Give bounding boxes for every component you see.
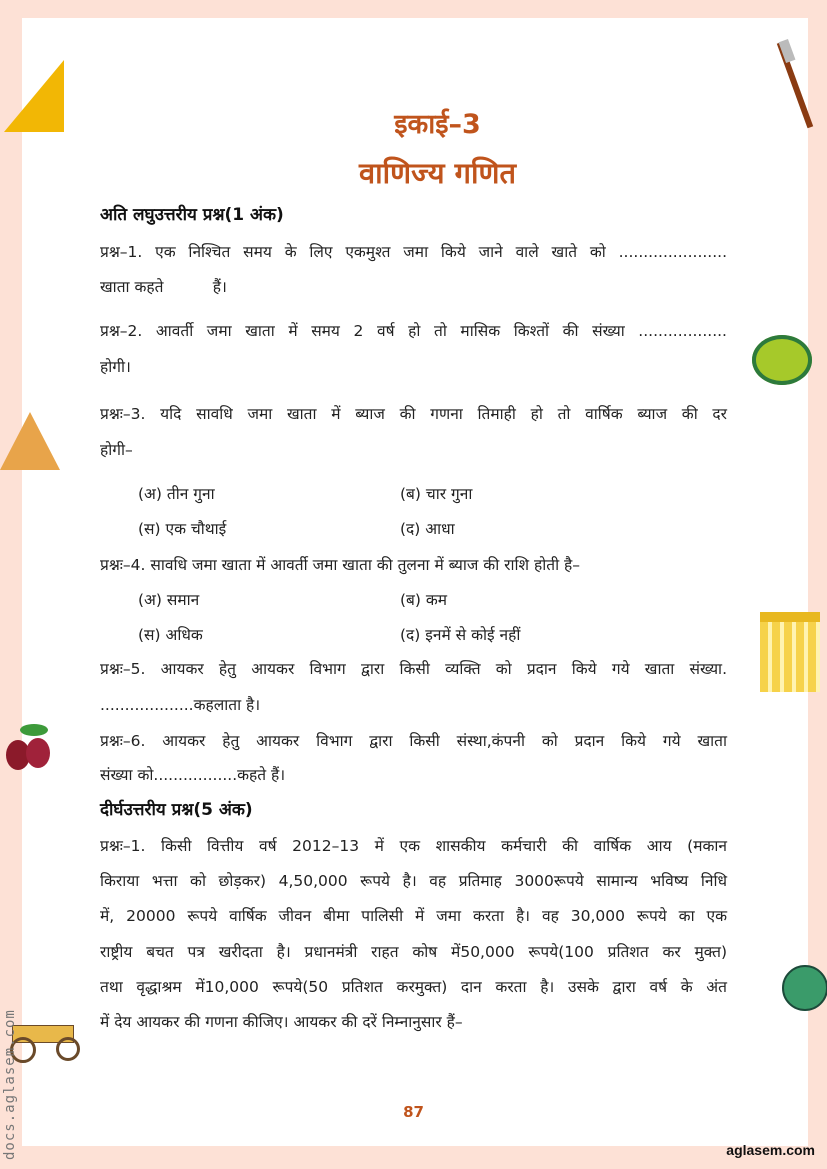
question-1-cont: खाता कहते हैं। xyxy=(100,278,227,296)
long-question-line-1: प्रश्नः–1. किसी वित्तीय वर्ष 2012–13 में एक शासकीय कर्मचारी की वार्षिक आय (मकान xyxy=(100,837,727,855)
section-heading-short: अति लघुउत्तरीय प्रश्न(1 अंक) xyxy=(100,205,284,225)
q4-option-b: (ब) कम xyxy=(400,591,448,609)
long-question-line-5: तथा वृद्धाश्रम में10,000 रूपये(50 प्रतिशत करमुक्त) दान करता है। उसके द्वारा वर्ष के अंत xyxy=(100,978,727,996)
question-2-cont: होगी। xyxy=(100,358,131,376)
q3-option-a: (अ) तीन गुना xyxy=(138,485,215,503)
q4-option-d: (द) इनमें से कोई नहीं xyxy=(400,626,521,644)
section-heading-long: दीर्घउत्तरीय प्रश्न(5 अंक) xyxy=(100,800,253,820)
long-question-line-3: में, 20000 रूपये वार्षिक जीवन बीमा पालिसी में जमा करता है। वह 30,000 रूपये का एक xyxy=(100,907,727,925)
question-1: प्रश्न–1. एक निश्चित समय के लिए एकमुश्त जमा किये जाने वाले खाते को ...................... xyxy=(100,243,727,261)
page-number: 87 xyxy=(403,1103,424,1121)
q3-option-b: (ब) चार गुना xyxy=(400,485,473,503)
question-3: प्रश्नः–3. यदि सावधि जमा खाता में ब्याज की गणना तिमाही हो तो वार्षिक ब्याज की दर xyxy=(100,405,727,423)
unit-title: इकाई–3 xyxy=(394,109,481,140)
site-name: aglasem.com xyxy=(726,1142,815,1158)
question-4: प्रश्नः–4. सावधि जमा खाता में आवर्ती जमा खाता की तुलना में ब्याज की राशि होती है– xyxy=(100,556,580,574)
question-6-cont: संख्या को.................कहते हैं। xyxy=(100,766,286,784)
long-question-line-4: राष्ट्रीय बचत पत्र खरीदता है। प्रधानमंत्री राहत कोष में50,000 रूपये(100 प्रतिशत कर मुक्त) xyxy=(100,943,727,961)
q4-option-a: (अ) समान xyxy=(138,591,200,609)
globe-icon xyxy=(782,965,827,1011)
q3-option-d: (द) आधा xyxy=(400,520,455,538)
question-3-cont: होगी– xyxy=(100,441,133,459)
long-question-line-6: में देय आयकर की गणना कीजिए। आयकर की दरें निम्नानुसार हैं– xyxy=(100,1013,463,1031)
q3-option-c: (स) एक चौथाई xyxy=(138,520,227,538)
watermark: docs.aglasem.com xyxy=(2,1009,18,1160)
question-6: प्रश्नः–6. आयकर हेतु आयकर विभाग द्वारा किसी संस्था,कंपनी को प्रदान किये गये खाता xyxy=(100,732,727,750)
q4-option-c: (स) अधिक xyxy=(138,626,203,644)
chapter-title: वाणिज्य गणित xyxy=(359,156,516,190)
long-question-line-2: किराया भत्ता को छोड़कर) 4,50,000 रूपये है। वह प्रतिमाह 3000रूपये सामान्य भविष्य निधि xyxy=(100,872,727,890)
question-5: प्रश्नः–5. आयकर हेतु आयकर विभाग द्वारा किसी व्यक्ति को प्रदान किये गये खाता संख्या. xyxy=(100,660,727,678)
planet-icon xyxy=(752,335,812,385)
cherries-icon xyxy=(6,730,54,774)
question-2: प्रश्न–2. आवर्ती जमा खाता में समय 2 वर्ष हो तो मासिक किश्तों की संख्या .................. xyxy=(100,322,727,340)
pyramid-icon xyxy=(0,412,60,470)
question-5-cont: ...................कहलाता है। xyxy=(100,696,261,714)
temple-icon xyxy=(760,612,820,692)
